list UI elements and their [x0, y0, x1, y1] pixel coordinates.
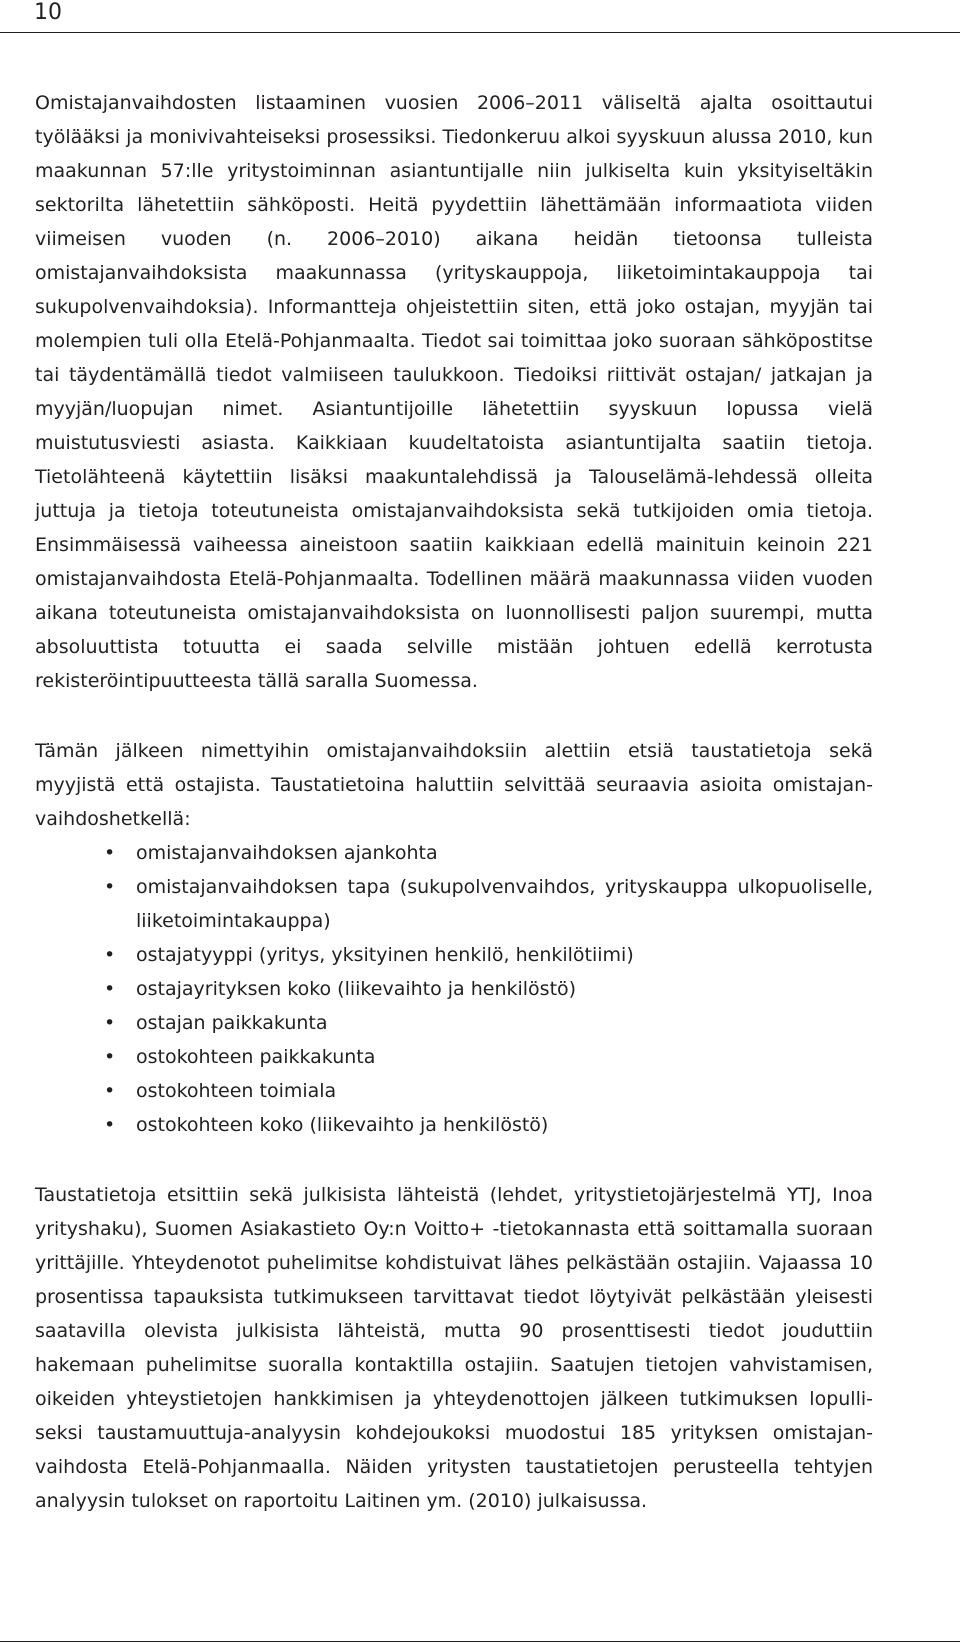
- list-item: [35, 1040, 873, 1074]
- bullet-icon: •: [104, 1012, 116, 1034]
- bullet-icon: •: [104, 944, 116, 966]
- list-item-text: omistajanvaihdoksen ajankohta: [136, 842, 438, 864]
- list-item: [35, 972, 873, 1006]
- list-item: [35, 938, 873, 972]
- bullet-icon: •: [104, 842, 116, 864]
- paragraph-1: Omistajanvaihdosten listaaminen vuosien 2006–2011 väliseltä ajalta osoittautui työlääksi ja monivivahteiseksi prosessiksi. Tiedonkeruu alkoi syyskuun alussa 2010, kun maakunnan 57:lle yritystoiminnan asiantuntijalle niin julkiselta kuin yksityiseltäkin sektorilta lähetettiin sähköposti. Heitä pyydettiin lähettämään informaatiota viiden viimeisen vuoden (n. 2006–2010) aikana heidän tietoonsa tulleista omistajanvaihdoksista maakunnassa (yrityskauppoja, liiketoimintakauppoja tai sukupolvenvaihdoksia). Informantteja ohjeistettiin siten, että joko ostajan, myyjän tai molempien tuli olla Etelä-Pohjanmaalta. Tiedot sai toimittaa joko suoraan sähköpostitse tai täydentämällä tiedot valmiiseen taulukkoon. Tiedoiksi riittivät ostajan/ jatkajan ja myyjän/luopujan nimet. Asiantuntijoille lähetettiin syyskuun lopussa vielä muistutusviesti asiasta. Kaikkiaan kuudeltatoista asiantuntijalta saatiin tietoja. Tietolähteenä käytettiin lisäksi maakuntalehdissä ja Talouselämä-lehdessä olleita juttuja ja tietoja toteutuneista omistajanvaihdoksista sekä tutkijoiden omia tietoja. Ensimmäisessä vaiheessa aineistoon saatiin kaikkiaan edellä mainituin keinoin 221 omistajanvaihdosta Etelä-Pohjanmaalta. Todellinen määrä maakunnassa viiden vuoden aikana toteutuneista omistajanvaihdoksista on luonnollisesti paljon suurempi, mutta absoluuttista totuutta ei saada selville mistään johtuen edellä kerrotusta rekisteröintipuutteesta tällä saralla Suomessa.: [35, 92, 873, 692]
- bullet-icon: •: [104, 1080, 116, 1102]
- list-item-text: ostajan paikkakunta: [136, 1012, 328, 1034]
- list-item: [35, 870, 873, 938]
- bullet-icon: •: [104, 978, 116, 1000]
- bullet-icon: •: [104, 876, 116, 898]
- list-item-text: ostajatyyppi (yritys, yksityinen henkilö, henkilötiimi): [136, 944, 634, 966]
- paragraph-2: Tämän jälkeen nimettyihin omistajanvaihdoksiin alettiin etsiä taustatietoja sekä myyjistä että ostajista. Taustatietoina haluttiin selvittää seuraavia asioita omistajanvaihdoshetkellä:: [35, 740, 873, 830]
- list-item: [35, 1108, 873, 1142]
- bullet-icon: •: [104, 1046, 116, 1068]
- list-item-text: ostokohteen koko (liikevaihto ja henkilöstö): [136, 1114, 549, 1136]
- list-item: [35, 1074, 873, 1108]
- list-item-text: ostokohteen paikkakunta: [136, 1046, 376, 1068]
- list-item: [35, 836, 873, 870]
- bullet-icon: •: [104, 1114, 116, 1136]
- footer-rule: [0, 1641, 960, 1642]
- header-rule: [0, 32, 960, 33]
- page-number: 10: [34, 0, 62, 25]
- list-item-text: ostokohteen toimiala: [136, 1080, 337, 1102]
- paragraph-3: Taustatietoja etsittiin sekä julkisista lähteistä (lehdet, yritystietojärjestelmä YTJ, Inoa yrityshaku), Suomen Asiakastieto Oy:n Voitto+ -tietokannasta että soittamalla suoraan yrittäjille. Yhteydenotot puhelimitse kohdistuivat lähes pelkästään ostajiin. Vajaassa 10 prosentissa tapauksista tutkimukseen tarvittavat tiedot löytyivät pelkästään yleisesti saatavilla olevista julkisista lähteistä, mutta 90 prosenttisesti tiedot jouduttiin hakemaan puhelimitse suoralla kontaktilla ostajiin. Saatujen tietojen vahvistamisen, oikeiden yhteystietojen hankkimisen ja yhteydenottojen jälkeen tutkimuksen lopulliseksi taustamuuttuja-analyysin kohdejoukoksi muodostui 185 yrityksen omistajanvaihdosta Etelä-Pohjanmaalla. Näiden yritysten taustatietojen perusteella tehtyjen analyysin tulokset on raportoitu Laitinen ym. (2010) julkaisussa.: [35, 1184, 873, 1512]
- list-item-text: omistajanvaihdoksen tapa (sukupolvenvaihdos, yrityskauppa ulkopuoliselle, liiketoimintakauppa): [136, 876, 873, 932]
- body-text: [35, 86, 873, 1518]
- list-item-text: ostajayrityksen koko (liikevaihto ja henkilöstö): [136, 978, 577, 1000]
- background-info-list: [35, 836, 873, 1142]
- list-item: [35, 1006, 873, 1040]
